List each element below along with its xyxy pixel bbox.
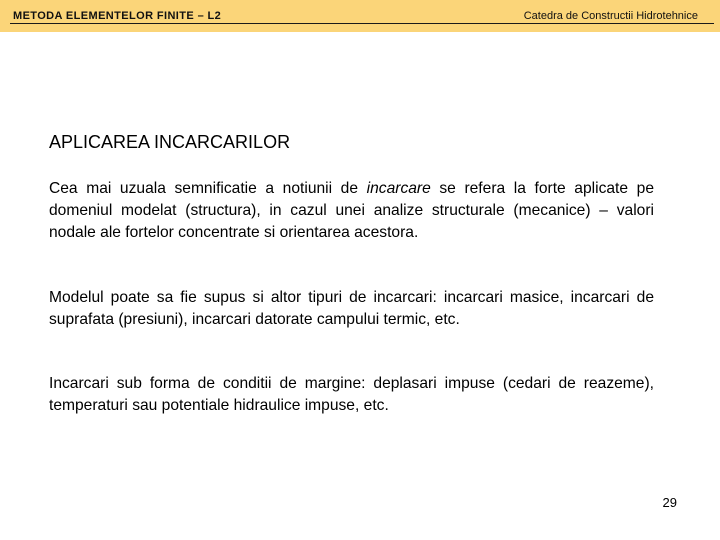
header-divider bbox=[10, 23, 714, 24]
emphasized-term: incarcare bbox=[366, 180, 431, 197]
page-number: 29 bbox=[662, 495, 677, 510]
department-name: Catedra de Constructii Hidrotehnice bbox=[523, 10, 698, 22]
paragraph-load-definition bbox=[49, 178, 654, 244]
header-bar bbox=[0, 0, 720, 32]
paragraph-boundary-conditions: Incarcari sub forma de conditii de margine: deplasari impuse (cedari de reazeme), temperaturi sau potentiale hidraulice impuse, etc. bbox=[49, 375, 654, 414]
slide-title: APLICAREA INCARCARILOR bbox=[49, 132, 291, 152]
paragraph-text: se refera la forte aplicate pe domeniul modelat (structura), in cazul unei analize structurale (mecanice) – valori nodale ale fortelor concentrate si orientarea acestora. bbox=[49, 180, 655, 241]
paragraph-text: Cea mai uzuala semnificatie a notiunii de bbox=[49, 180, 367, 197]
paragraph-load-types: Modelul poate sa fie supus si altor tipuri de incarcari: incarcari masice, incarcari de suprafata (presiuni), incarcari datorate campului termic, etc. bbox=[49, 289, 654, 328]
course-title: METODA ELEMENTELOR FINITE – L2 bbox=[13, 10, 222, 22]
